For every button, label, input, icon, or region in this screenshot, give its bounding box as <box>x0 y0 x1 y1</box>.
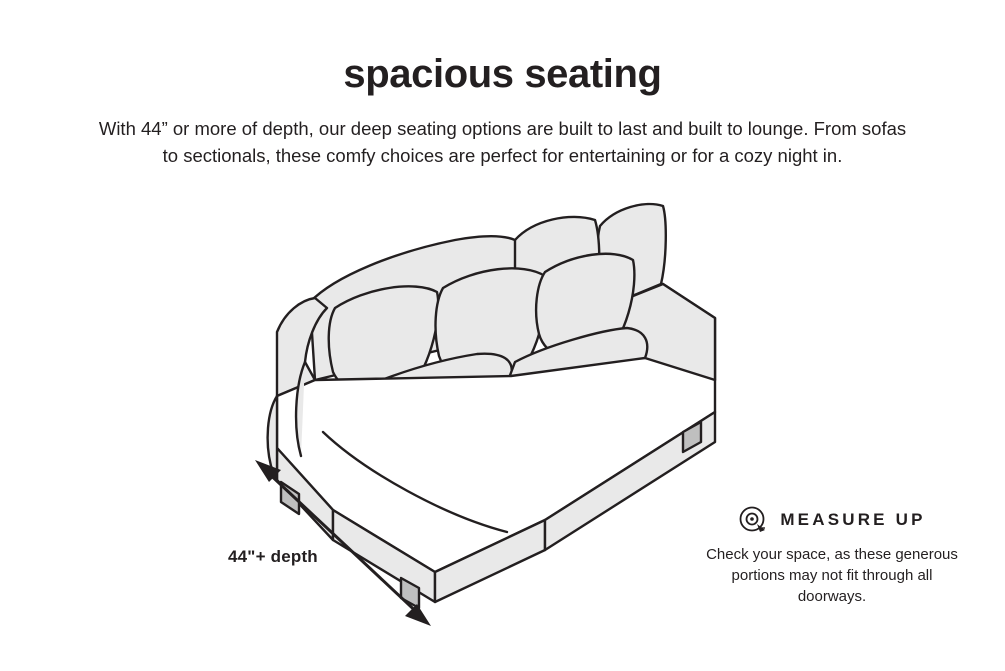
page-subcopy: With 44” or more of depth, our deep seating options are built to last and built to lounge. From sofas to sectionals, these comfy choices are perfect for entertaining or for a cozy night in. <box>98 118 907 166</box>
tape-measure-icon <box>738 505 768 535</box>
measure-up-title: MEASURE UP <box>780 510 926 529</box>
measure-up-callout <box>697 505 967 607</box>
page-title: spacious seating <box>343 52 662 96</box>
measure-up-note: Check your space, as these generous portions may not fit through all doorways. <box>706 546 958 605</box>
depth-dimension-label: 44"+ depth <box>228 547 318 566</box>
